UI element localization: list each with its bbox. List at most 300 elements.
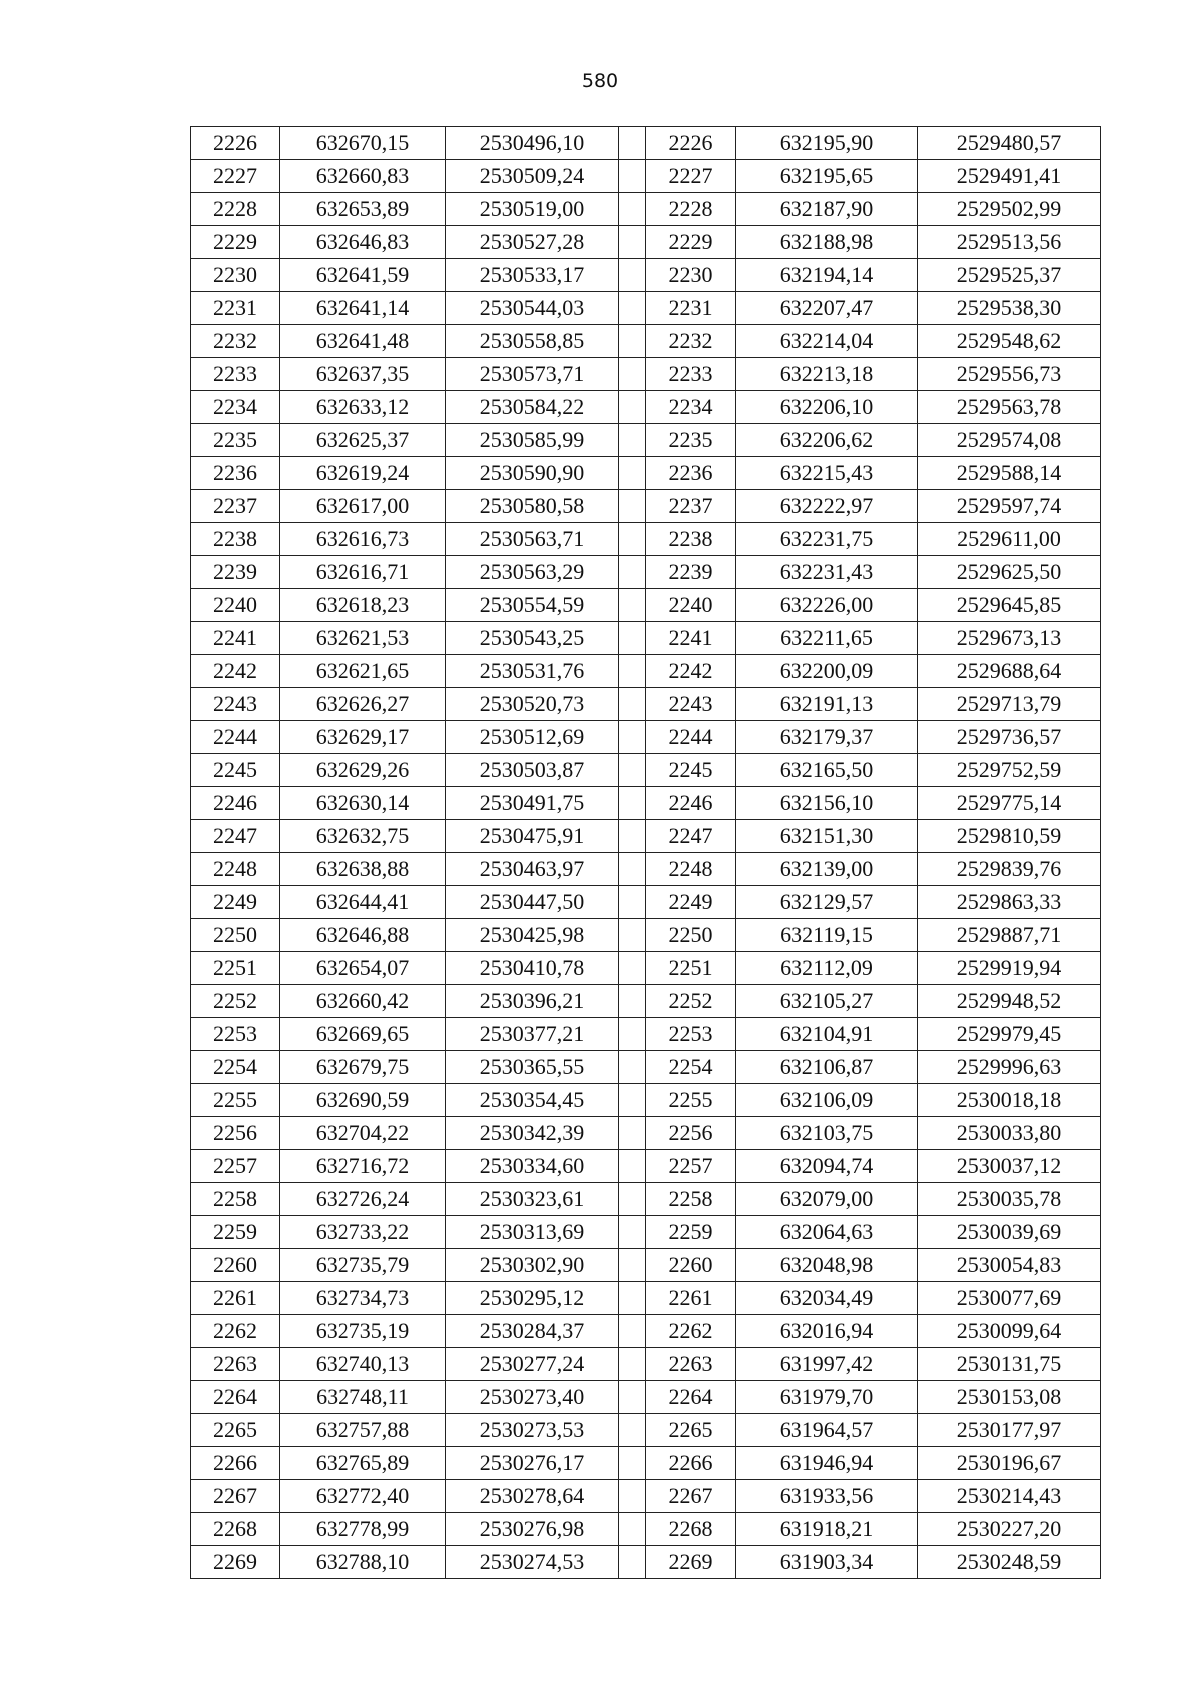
table-cell: 2253 <box>646 1018 736 1051</box>
table-cell <box>619 556 646 589</box>
table-cell: 2265 <box>646 1414 736 1447</box>
table-cell: 632670,15 <box>280 127 446 160</box>
table-cell: 2231 <box>191 292 280 325</box>
table-cell: 2530585,99 <box>446 424 619 457</box>
table-cell: 2530527,28 <box>446 226 619 259</box>
table-row <box>191 1183 1101 1216</box>
table-cell: 2260 <box>646 1249 736 1282</box>
table-row <box>191 919 1101 952</box>
table-cell: 632633,12 <box>280 391 446 424</box>
table-cell: 2529525,37 <box>918 259 1101 292</box>
table-cell: 2530519,00 <box>446 193 619 226</box>
table-cell: 2530531,76 <box>446 655 619 688</box>
table-cell: 2530334,60 <box>446 1150 619 1183</box>
table-row <box>191 1282 1101 1315</box>
table-cell: 632207,47 <box>736 292 918 325</box>
table-cell: 2244 <box>191 721 280 754</box>
table-cell: 2246 <box>646 787 736 820</box>
table-cell: 2261 <box>646 1282 736 1315</box>
table-cell: 2529480,57 <box>918 127 1101 160</box>
table-cell: 2256 <box>646 1117 736 1150</box>
table-cell: 2235 <box>191 424 280 457</box>
table-row <box>191 391 1101 424</box>
table-cell: 2249 <box>646 886 736 919</box>
table-cell <box>619 1513 646 1546</box>
table-cell: 2260 <box>191 1249 280 1282</box>
table-row <box>191 1249 1101 1282</box>
table-cell: 632618,23 <box>280 589 446 622</box>
table-cell: 2240 <box>646 589 736 622</box>
table-cell: 2226 <box>646 127 736 160</box>
table-cell: 2530584,22 <box>446 391 619 424</box>
table-cell: 632629,17 <box>280 721 446 754</box>
table-cell: 2530544,03 <box>446 292 619 325</box>
table-cell <box>619 985 646 1018</box>
table-cell <box>619 1414 646 1447</box>
table-cell: 2530284,37 <box>446 1315 619 1348</box>
table-cell: 2265 <box>191 1414 280 1447</box>
table-cell: 2530227,20 <box>918 1513 1101 1546</box>
table-cell: 2242 <box>191 655 280 688</box>
table-row <box>191 1447 1101 1480</box>
table-cell: 2234 <box>646 391 736 424</box>
table-cell: 2530099,64 <box>918 1315 1101 1348</box>
table-cell: 2227 <box>191 160 280 193</box>
table-cell <box>619 1348 646 1381</box>
table-cell: 632646,83 <box>280 226 446 259</box>
table-cell: 2530302,90 <box>446 1249 619 1282</box>
table-cell <box>619 1051 646 1084</box>
table-cell: 2245 <box>646 754 736 787</box>
table-cell: 632129,57 <box>736 886 918 919</box>
table-cell: 632119,15 <box>736 919 918 952</box>
table-cell: 2530377,21 <box>446 1018 619 1051</box>
table-cell: 2259 <box>191 1216 280 1249</box>
table-cell <box>619 721 646 754</box>
table-cell: 632748,11 <box>280 1381 446 1414</box>
table-cell <box>619 919 646 952</box>
table-cell: 2529979,45 <box>918 1018 1101 1051</box>
table-cell: 2255 <box>191 1084 280 1117</box>
table-cell: 632641,14 <box>280 292 446 325</box>
table-cell <box>619 1216 646 1249</box>
table-cell: 632788,10 <box>280 1546 446 1579</box>
table-cell <box>619 1018 646 1051</box>
table-cell: 632165,50 <box>736 754 918 787</box>
table-cell: 2250 <box>191 919 280 952</box>
table-cell: 2530496,10 <box>446 127 619 160</box>
table-cell: 632646,88 <box>280 919 446 952</box>
table-cell: 2236 <box>191 457 280 490</box>
table-cell: 2530563,29 <box>446 556 619 589</box>
table-cell: 2529887,71 <box>918 919 1101 952</box>
table-cell: 632778,99 <box>280 1513 446 1546</box>
table-cell: 2529588,14 <box>918 457 1101 490</box>
table-cell: 2230 <box>646 259 736 292</box>
table-cell: 2266 <box>191 1447 280 1480</box>
table-cell <box>619 325 646 358</box>
table-cell: 2235 <box>646 424 736 457</box>
table-cell <box>619 1249 646 1282</box>
table-cell: 2269 <box>191 1546 280 1579</box>
table-row <box>191 457 1101 490</box>
table-cell: 2530276,98 <box>446 1513 619 1546</box>
table-cell: 2530037,12 <box>918 1150 1101 1183</box>
table-row <box>191 688 1101 721</box>
table-cell: 2259 <box>646 1216 736 1249</box>
table-cell <box>619 886 646 919</box>
table-cell: 2251 <box>191 952 280 985</box>
table-cell: 2241 <box>191 622 280 655</box>
table-cell: 2252 <box>191 985 280 1018</box>
table-cell: 2530573,71 <box>446 358 619 391</box>
table-cell: 2529810,59 <box>918 820 1101 853</box>
table-row <box>191 952 1101 985</box>
table-cell: 2530354,45 <box>446 1084 619 1117</box>
table-cell: 632179,37 <box>736 721 918 754</box>
table-row <box>191 358 1101 391</box>
table-cell: 2530396,21 <box>446 985 619 1018</box>
table-cell: 631903,34 <box>736 1546 918 1579</box>
table-cell: 2266 <box>646 1447 736 1480</box>
table-cell: 632139,00 <box>736 853 918 886</box>
table-cell: 2529752,59 <box>918 754 1101 787</box>
table-cell <box>619 127 646 160</box>
table-row <box>191 1117 1101 1150</box>
table-cell: 632105,27 <box>736 985 918 1018</box>
table-cell: 2257 <box>646 1150 736 1183</box>
table-cell: 2530131,75 <box>918 1348 1101 1381</box>
table-cell: 2239 <box>646 556 736 589</box>
table-row <box>191 1084 1101 1117</box>
table-cell <box>619 424 646 457</box>
table-cell: 632616,71 <box>280 556 446 589</box>
table-cell: 2530273,53 <box>446 1414 619 1447</box>
table-cell: 632191,13 <box>736 688 918 721</box>
table-cell: 2530295,12 <box>446 1282 619 1315</box>
table-row <box>191 523 1101 556</box>
table-cell: 632626,27 <box>280 688 446 721</box>
table-cell: 2234 <box>191 391 280 424</box>
table-row <box>191 424 1101 457</box>
table-cell: 632716,72 <box>280 1150 446 1183</box>
table-cell: 2529839,76 <box>918 853 1101 886</box>
table-row <box>191 226 1101 259</box>
table-cell: 632726,24 <box>280 1183 446 1216</box>
table-row <box>191 721 1101 754</box>
table-cell <box>619 655 646 688</box>
table-cell: 2530554,59 <box>446 589 619 622</box>
table-cell: 2530277,24 <box>446 1348 619 1381</box>
table-cell: 2251 <box>646 952 736 985</box>
table-cell: 2253 <box>191 1018 280 1051</box>
table-cell: 2243 <box>191 688 280 721</box>
table-row <box>191 622 1101 655</box>
table-cell <box>619 853 646 886</box>
table-cell: 2242 <box>646 655 736 688</box>
table-cell: 2530214,43 <box>918 1480 1101 1513</box>
table-cell: 2238 <box>191 523 280 556</box>
table-cell: 2239 <box>191 556 280 589</box>
coordinates-table <box>190 126 1101 1579</box>
table-cell: 2247 <box>646 820 736 853</box>
table-cell: 2530512,69 <box>446 721 619 754</box>
table-cell: 2530153,08 <box>918 1381 1101 1414</box>
table-cell: 632195,65 <box>736 160 918 193</box>
table-cell: 2262 <box>646 1315 736 1348</box>
table-cell <box>619 1084 646 1117</box>
table-row <box>191 1546 1101 1579</box>
table-cell: 632625,37 <box>280 424 446 457</box>
table-cell: 632757,88 <box>280 1414 446 1447</box>
table-cell <box>619 787 646 820</box>
table-cell: 632765,89 <box>280 1447 446 1480</box>
table-cell: 2529563,78 <box>918 391 1101 424</box>
table-cell: 2264 <box>191 1381 280 1414</box>
table-cell: 2261 <box>191 1282 280 1315</box>
table-cell: 632200,09 <box>736 655 918 688</box>
table-cell: 2229 <box>191 226 280 259</box>
table-cell: 2529548,62 <box>918 325 1101 358</box>
table-cell: 2247 <box>191 820 280 853</box>
table-cell <box>619 1315 646 1348</box>
table-cell: 631933,56 <box>736 1480 918 1513</box>
table-cell: 2254 <box>646 1051 736 1084</box>
table-cell: 2530475,91 <box>446 820 619 853</box>
table-cell: 2267 <box>646 1480 736 1513</box>
table-row <box>191 1150 1101 1183</box>
table-cell: 632222,97 <box>736 490 918 523</box>
table-cell <box>619 1117 646 1150</box>
table-cell: 632226,00 <box>736 589 918 622</box>
table-cell: 2228 <box>191 193 280 226</box>
table-cell: 2248 <box>191 853 280 886</box>
table-cell: 2258 <box>646 1183 736 1216</box>
table-cell: 2257 <box>191 1150 280 1183</box>
table-cell: 2530509,24 <box>446 160 619 193</box>
table-cell: 632104,91 <box>736 1018 918 1051</box>
table-row <box>191 985 1101 1018</box>
table-cell: 632079,00 <box>736 1183 918 1216</box>
table-cell <box>619 754 646 787</box>
table-row <box>191 127 1101 160</box>
table-cell: 2530323,61 <box>446 1183 619 1216</box>
table-cell: 2530533,17 <box>446 259 619 292</box>
table-row <box>191 1315 1101 1348</box>
table-cell: 2249 <box>191 886 280 919</box>
table-row <box>191 754 1101 787</box>
table-cell <box>619 1480 646 1513</box>
table-cell: 2258 <box>191 1183 280 1216</box>
table-cell: 2237 <box>191 490 280 523</box>
table-cell: 2530410,78 <box>446 952 619 985</box>
table-row <box>191 193 1101 226</box>
table-cell: 2530425,98 <box>446 919 619 952</box>
table-cell: 2233 <box>191 358 280 391</box>
table-cell: 632151,30 <box>736 820 918 853</box>
table-cell: 632772,40 <box>280 1480 446 1513</box>
table-cell <box>619 589 646 622</box>
table-cell: 2529688,64 <box>918 655 1101 688</box>
table-cell: 2530196,67 <box>918 1447 1101 1480</box>
table-cell: 2255 <box>646 1084 736 1117</box>
table-cell: 2530274,53 <box>446 1546 619 1579</box>
table-cell: 632156,10 <box>736 787 918 820</box>
table-cell <box>619 1381 646 1414</box>
table-cell: 2530278,64 <box>446 1480 619 1513</box>
table-cell: 2530039,69 <box>918 1216 1101 1249</box>
table-cell <box>619 292 646 325</box>
table-row <box>191 1513 1101 1546</box>
table-cell: 632690,59 <box>280 1084 446 1117</box>
table-cell: 2232 <box>191 325 280 358</box>
table-cell: 2529491,41 <box>918 160 1101 193</box>
table-row <box>191 853 1101 886</box>
table-cell: 632064,63 <box>736 1216 918 1249</box>
table-cell <box>619 226 646 259</box>
table-cell: 2256 <box>191 1117 280 1150</box>
table-cell: 2530590,90 <box>446 457 619 490</box>
table-cell <box>619 1150 646 1183</box>
table-cell: 2244 <box>646 721 736 754</box>
table-cell: 632630,14 <box>280 787 446 820</box>
table-cell: 632195,90 <box>736 127 918 160</box>
table-cell: 2530276,17 <box>446 1447 619 1480</box>
table-cell: 632231,43 <box>736 556 918 589</box>
table-cell: 632016,94 <box>736 1315 918 1348</box>
table-cell <box>619 820 646 853</box>
table-cell: 2231 <box>646 292 736 325</box>
table-cell: 2529713,79 <box>918 688 1101 721</box>
table-cell: 631997,42 <box>736 1348 918 1381</box>
table-cell: 632733,22 <box>280 1216 446 1249</box>
table-cell: 2233 <box>646 358 736 391</box>
table-cell <box>619 952 646 985</box>
table-cell: 632654,07 <box>280 952 446 985</box>
table-cell: 632187,90 <box>736 193 918 226</box>
table-cell: 2229 <box>646 226 736 259</box>
table-row <box>191 886 1101 919</box>
table-cell: 2530035,78 <box>918 1183 1101 1216</box>
table-cell: 2529502,99 <box>918 193 1101 226</box>
table-row <box>191 820 1101 853</box>
table-cell: 2530463,97 <box>446 853 619 886</box>
table-cell: 2237 <box>646 490 736 523</box>
table-cell: 632215,43 <box>736 457 918 490</box>
table-cell: 2228 <box>646 193 736 226</box>
table-cell <box>619 1447 646 1480</box>
table-cell: 632641,59 <box>280 259 446 292</box>
table-cell: 631918,21 <box>736 1513 918 1546</box>
table-row <box>191 259 1101 292</box>
table-cell: 632641,48 <box>280 325 446 358</box>
table-cell: 2263 <box>646 1348 736 1381</box>
table-cell: 2529625,50 <box>918 556 1101 589</box>
table-cell: 631946,94 <box>736 1447 918 1480</box>
table-cell: 632034,49 <box>736 1282 918 1315</box>
table-cell: 632704,22 <box>280 1117 446 1150</box>
table-row <box>191 787 1101 820</box>
table-row <box>191 1051 1101 1084</box>
table-cell: 632194,14 <box>736 259 918 292</box>
table-cell: 632106,87 <box>736 1051 918 1084</box>
table-cell: 632669,65 <box>280 1018 446 1051</box>
table-cell: 2226 <box>191 127 280 160</box>
table-cell <box>619 490 646 523</box>
table-cell: 2529863,33 <box>918 886 1101 919</box>
table-cell <box>619 391 646 424</box>
table-cell: 2530248,59 <box>918 1546 1101 1579</box>
table-cell: 2262 <box>191 1315 280 1348</box>
table-cell: 2268 <box>191 1513 280 1546</box>
table-cell: 632094,74 <box>736 1150 918 1183</box>
table-cell: 632637,35 <box>280 358 446 391</box>
table-cell: 632621,65 <box>280 655 446 688</box>
table-cell: 2530033,80 <box>918 1117 1101 1150</box>
table-cell: 2269 <box>646 1546 736 1579</box>
table-cell: 632734,73 <box>280 1282 446 1315</box>
table-cell: 2268 <box>646 1513 736 1546</box>
table-row <box>191 1381 1101 1414</box>
table-cell: 2529597,74 <box>918 490 1101 523</box>
table-row <box>191 1480 1101 1513</box>
table-cell: 2232 <box>646 325 736 358</box>
table-row <box>191 556 1101 589</box>
table-cell: 2530342,39 <box>446 1117 619 1150</box>
table-cell: 2529538,30 <box>918 292 1101 325</box>
table-row <box>191 589 1101 622</box>
table-cell: 2529645,85 <box>918 589 1101 622</box>
table-cell: 2529611,00 <box>918 523 1101 556</box>
table-row <box>191 325 1101 358</box>
table-cell: 2236 <box>646 457 736 490</box>
table-cell: 632638,88 <box>280 853 446 886</box>
table-cell: 632735,19 <box>280 1315 446 1348</box>
table-cell: 2263 <box>191 1348 280 1381</box>
table-cell: 632621,53 <box>280 622 446 655</box>
table-cell: 2530447,50 <box>446 886 619 919</box>
table-cell: 2530503,87 <box>446 754 619 787</box>
table-cell <box>619 259 646 292</box>
table-row <box>191 292 1101 325</box>
table-cell: 632660,83 <box>280 160 446 193</box>
table-cell: 632617,00 <box>280 490 446 523</box>
table-cell: 2238 <box>646 523 736 556</box>
table-row <box>191 160 1101 193</box>
table-cell: 2264 <box>646 1381 736 1414</box>
table-cell: 632660,42 <box>280 985 446 1018</box>
table-cell: 2529775,14 <box>918 787 1101 820</box>
table-cell: 632103,75 <box>736 1117 918 1150</box>
table-cell: 2530491,75 <box>446 787 619 820</box>
table-cell: 2530273,40 <box>446 1381 619 1414</box>
table-cell: 2529673,13 <box>918 622 1101 655</box>
table-cell: 632206,10 <box>736 391 918 424</box>
table-cell <box>619 622 646 655</box>
table-cell: 632679,75 <box>280 1051 446 1084</box>
table-cell: 2243 <box>646 688 736 721</box>
table-row <box>191 490 1101 523</box>
table-cell: 632188,98 <box>736 226 918 259</box>
table-cell: 632206,62 <box>736 424 918 457</box>
table-row <box>191 1018 1101 1051</box>
table-cell: 2530177,97 <box>918 1414 1101 1447</box>
table-cell: 2248 <box>646 853 736 886</box>
table-cell: 632231,75 <box>736 523 918 556</box>
table-cell: 631964,57 <box>736 1414 918 1447</box>
table-cell: 632112,09 <box>736 952 918 985</box>
table-cell: 2529574,08 <box>918 424 1101 457</box>
